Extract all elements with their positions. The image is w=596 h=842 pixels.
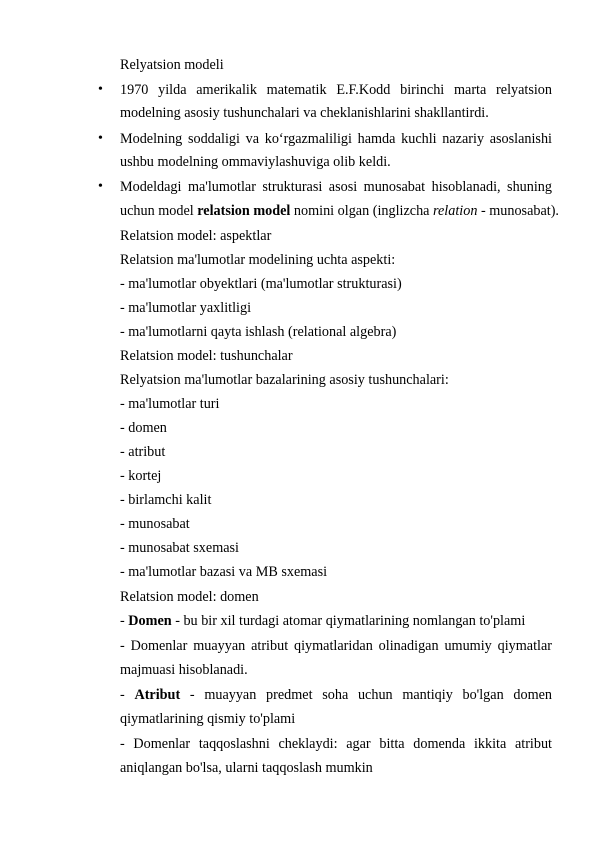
list-item: - ma'lumotlarni qayta ishlash (relational algebra) [120,324,397,340]
bullet-2-line-1: Modelning soddaligi va ko‘rgazmaliligi hamda kuchli nazariy asoslanishi [120,131,552,147]
list-item: - birlamchi kalit [120,492,212,508]
bullet-3-line-2 [120,202,559,220]
list-item: - atribut [120,444,166,460]
list-item: - munosabat [120,516,190,532]
domain-definition [120,612,525,630]
bullet-1-line-1: 1970 yilda amerikalik matematik E.F.Kodd birinchi marta relyatsion [120,82,552,98]
text-run: - munosabat). [477,203,559,219]
paragraph-line: majmuasi hisoblanadi. [120,662,248,678]
paragraph-line: qiymatlarining qismiy to'plami [120,711,296,727]
text-run: nomini olgan (inglizcha [290,203,434,219]
paragraph-line: - Domenlar taqqoslashni cheklaydi: agar bitta domenda ikkita atribut [120,736,552,752]
list-item: - ma'lumotlar bazasi va MB sxemasi [120,564,328,580]
list-item: - domen [120,420,167,436]
list-item: - ma'lumotlar turi [120,396,220,412]
paragraph-line: aniqlangan bo'lsa, ularni taqqoslash mumkin [120,760,373,776]
list-item: - ma'lumotlar obyektlari (ma'lumotlar strukturasi) [120,276,402,292]
bold-term: relatsion model [197,203,291,219]
list-item: - ma'lumotlar yaxlitligi [120,300,252,316]
paragraph-line [120,686,552,704]
bullet-3-line-1: Modeldagi ma'lumotlar strukturasi asosi munosabat hisoblanadi, shuning [120,179,552,195]
list-item: - munosabat sxemasi [120,540,239,556]
text-run: - [120,687,135,703]
section-heading: Relatsion model: tushunchalar [120,348,293,364]
bullet-marker: • [98,131,103,146]
bullet-2-line-2: ushbu modelning ommaviylashuviga olib keldi. [120,154,391,170]
italic-term: relation [433,203,478,219]
list-item: - kortej [120,468,162,484]
text-run: - muayyan predmet soha uchun mantiqiy bo'lgan domen [180,687,552,703]
section-intro: Relatsion ma'lumotlar modelining uchta aspekti: [120,252,396,268]
page-title: Relyatsion modeli [120,57,224,73]
section-heading: Relatsion model: domen [120,589,259,605]
text-run: - bu bir xil turdagi atomar qiymatlarining nomlangan to'plami [171,613,526,629]
bullet-1-line-2: modelning asosiy tushunchalari va cheklanishlarini shakllantirdi. [120,105,489,121]
bullet-marker: • [98,179,103,194]
paragraph-line: - Domenlar muayyan atribut qiymatlaridan olinadigan umumiy qiymatlar [120,638,552,654]
text-run: - [120,613,129,629]
section-heading: Relatsion model: aspektlar [120,228,272,244]
section-intro: Relyatsion ma'lumotlar bazalarining asosiy tushunchalari: [120,372,449,388]
bullet-marker: • [98,82,103,97]
text-run: uchun model [120,203,198,219]
bold-term: Domen [128,613,172,629]
bold-term: Atribut [134,687,181,703]
